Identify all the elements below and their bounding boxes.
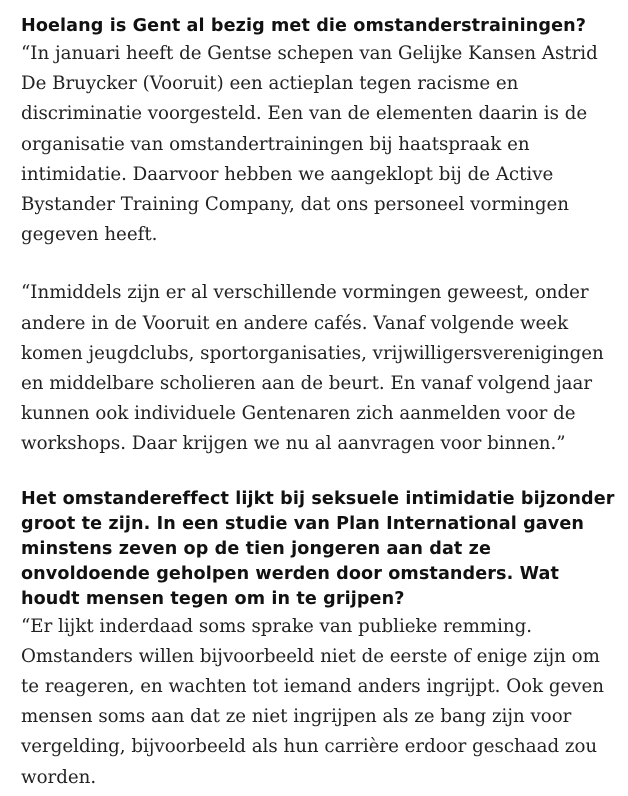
- paragraph-spacer: [21, 250, 619, 278]
- interview-question: Hoelang is Gent al bezig met die omstanderstrainingen?: [21, 16, 587, 36]
- interview-question: Het omstandereffect lijkt bij seksuele intimidatie bijzonder groot te zijn. In een studie van Plan International gaven minstens zeven op de tien jongeren aan dat ze onvoldoende geholpen werden door omstanders. Wat houdt mensen tegen om in te grijpen?: [21, 488, 615, 609]
- answer-paragraph: “In januari heeft de Gentse schepen van Gelijke Kansen Astrid De Bruycker (Vooruit) een actieplan tegen racisme en discriminatie voorgesteld. Een van de elementen daarin is de organisatie van omstandertrainingen bij haatspraak en intimidatie. Daarvoor hebben we aangeklopt bij de Active Bystander Training Company, dat ons personeel vormingen gegeven heeft.: [21, 43, 598, 246]
- interview-section: [21, 14, 619, 460]
- interview-section: [21, 487, 619, 793]
- article-body: [21, 14, 619, 793]
- section-spacer: [21, 460, 619, 487]
- answer-paragraph: “Er lijkt inderdaad soms sprake van publieke remming. Omstanders willen bijvoorbeeld niet de eerste of enige zijn om te reageren, en wachten tot iemand anders ingrijpt. Ook geven mensen soms aan dat ze niet ingrijpen als ze bang zijn voor vergelding, bijvoorbeeld als hun carrière erdoor geschaad zou worden.: [21, 615, 605, 788]
- answer-paragraph: “Inmiddels zijn er al verschillende vormingen geweest, onder andere in de Vooruit en andere cafés. Vanaf volgende week komen jeugdclubs, sportorganisaties, vrijwilligersverenigingen en middelbare scholieren aan de beurt. En vanaf volgend jaar kunnen ook individuele Gentenaren zich aanmelden voor de workshops. Daar krijgen we nu al aanvragen voor binnen.”: [21, 282, 604, 455]
